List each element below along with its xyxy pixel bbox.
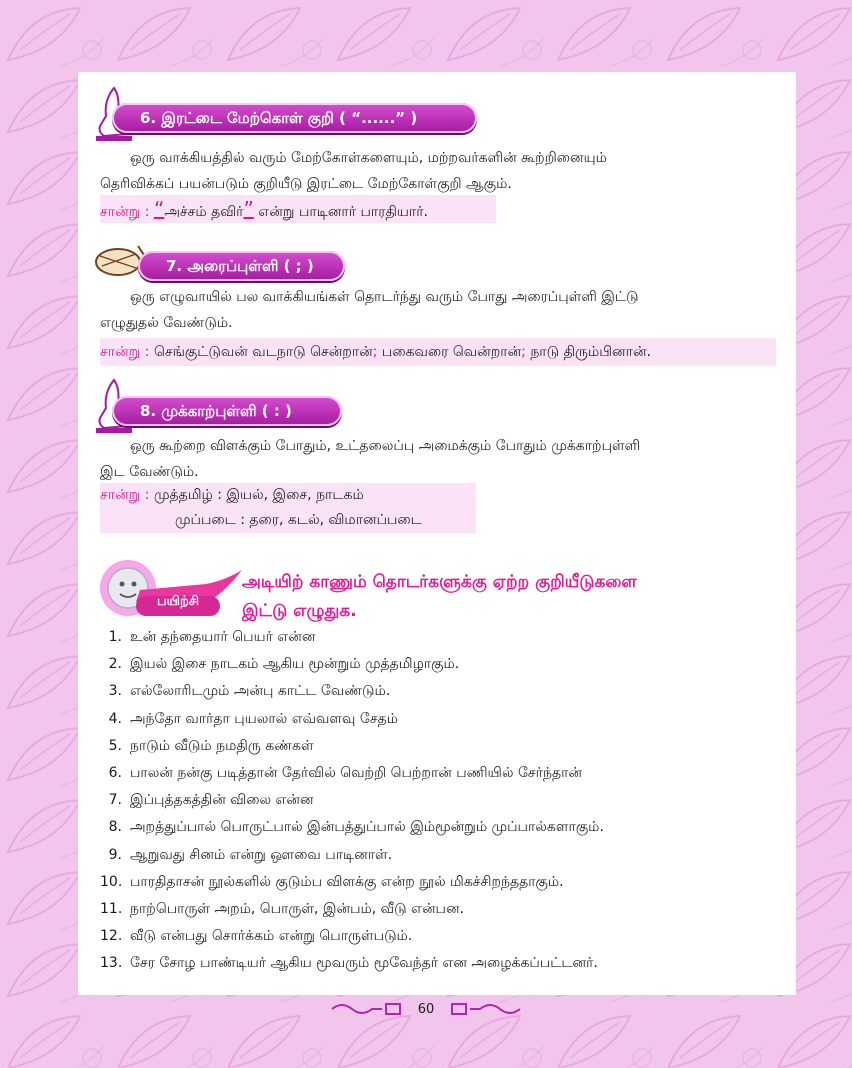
- item-number: 9.: [108, 846, 122, 863]
- item-number: 13.: [100, 955, 123, 972]
- example-colon: [100, 483, 476, 533]
- item-text: இயல் இசை நாடகம் ஆகிய மூன்றும் முத்தமிழாகும்.: [130, 656, 460, 673]
- example-label: சான்று :: [100, 487, 150, 503]
- section-body-colon: [100, 433, 760, 485]
- example-rest: என்று பாடினார் பாரதியார்.: [253, 204, 429, 220]
- example-semicolon: [100, 338, 776, 366]
- item-number: 12.: [100, 928, 123, 945]
- example-label: சான்று :: [100, 344, 150, 360]
- list-item: [100, 923, 760, 950]
- item-number: 7.: [108, 792, 122, 809]
- example-line: முத்தமிழ் : இயல், இசை, நாடகம்: [153, 487, 364, 503]
- list-item: [100, 869, 760, 896]
- example-part: செங்குட்டுவன் வடநாடு சென்றான்: [149, 344, 373, 360]
- footer-ornament-right-icon: [448, 1001, 522, 1017]
- example-double-quote: [100, 195, 496, 223]
- item-number: 3.: [108, 683, 122, 700]
- item-number: 4.: [108, 710, 122, 727]
- item-number: 11.: [100, 900, 123, 917]
- list-item: [100, 733, 760, 760]
- section-body-semicolon: [100, 284, 760, 336]
- exercise-list: [100, 624, 760, 977]
- list-item: [100, 760, 760, 787]
- list-item: [100, 814, 760, 841]
- semicolon-mark: ;: [372, 344, 378, 360]
- section-heading-double-quote: 6. இரட்டை மேற்கொள் குறி ( “......” ): [112, 103, 477, 133]
- exercise-instruction: [242, 568, 637, 626]
- exercise-badge-label: பயிற்சி: [157, 594, 200, 609]
- page-number: 60: [417, 1001, 435, 1017]
- body-line: ஒரு எழுவாயில் பல வாக்கியங்கள் தொடர்ந்து வரும் போது அரைப்புள்ளி இட்டு: [130, 289, 639, 305]
- list-item: [100, 896, 760, 923]
- page-footer: [0, 1001, 852, 1017]
- item-text: சேர சோழ பாண்டியர் ஆகிய மூவரும் மூவேந்தர் என அழைக்கப்பட்டனர்.: [130, 955, 598, 972]
- body-line: இட வேண்டும்.: [100, 464, 199, 480]
- item-text: வீடு என்பது சொர்க்கம் என்று பொருள்படும்.: [130, 928, 413, 945]
- example-label: சான்று :: [100, 204, 150, 220]
- section-heading-colon: 8. முக்காற்புள்ளி ( : ): [112, 396, 342, 426]
- close-quote-mark: ”: [243, 197, 254, 221]
- body-line: ஒரு வாக்கியத்தில் வரும் மேற்கோள்களையும், மற்றவர்களின் கூற்றினையும்: [130, 150, 607, 166]
- item-text: உன் தந்தையார் பெயர் என்ன: [130, 629, 316, 645]
- open-quote-mark: “: [153, 197, 165, 221]
- body-line: தெரிவிக்கப் பயன்படும் குறியீடு இரட்டை மேற்கோள்குறி ஆகும்.: [100, 176, 512, 192]
- instruction-line: அடியிற் காணும் தொடர்களுக்கு ஏற்ற குறியீடுகளை: [242, 572, 637, 592]
- footer-ornament-left-icon: [330, 1001, 404, 1017]
- list-item: [100, 651, 760, 678]
- example-line: முப்படை : தரை, கடல், விமானப்படை: [175, 512, 422, 528]
- item-text: எல்லோரிடமும் அன்பு காட்ட வேண்டும்.: [130, 683, 391, 700]
- semicolon-mark: ;: [521, 344, 526, 360]
- item-number: 6.: [108, 764, 122, 781]
- item-number: 1.: [108, 629, 122, 645]
- list-item: [100, 842, 760, 869]
- item-text: ஆறுவது சினம் என்று ஔவை பாடினாள்.: [130, 846, 393, 863]
- item-number: 2.: [108, 656, 122, 673]
- item-text: இப்புத்தகத்தின் விலை என்ன: [130, 792, 314, 809]
- body-line: எழுதுதல் வேண்டும்.: [100, 315, 233, 331]
- instruction-line: இட்டு எழுதுக.: [242, 601, 357, 621]
- item-number: 10.: [100, 873, 123, 890]
- item-text: நாடும் வீடும் நமதிரு கண்கள்: [130, 737, 314, 754]
- item-number: 8.: [108, 819, 122, 836]
- body-line: ஒரு கூற்றை விளக்கும் போதும், உட்தலைப்பு அமைக்கும் போதும் முக்காற்புள்ளி: [130, 438, 641, 454]
- item-text: பாரதிதாசன் நூல்களில் குடும்ப விளக்கு என்ற நூல் மிகச்சிறந்ததாகும்.: [130, 873, 564, 890]
- list-item: [100, 787, 760, 814]
- quoted-text: அச்சம் தவிர்: [164, 204, 244, 220]
- section-body-double-quote: [100, 145, 760, 197]
- example-part: பகைவரை வென்றான்: [377, 344, 522, 360]
- section-heading-semicolon: 7. அரைப்புள்ளி ( ; ): [138, 251, 345, 281]
- example-part: நாடு திரும்பினான்.: [525, 344, 651, 360]
- item-text: அந்தோ வார்தா புயலால் எவ்வளவு சேதம்: [130, 710, 398, 727]
- item-number: 5.: [108, 737, 122, 754]
- item-text: நாற்பொருள் அறம், பொருள், இன்பம், வீடு என்பன.: [130, 900, 464, 917]
- item-text: அறத்துப்பால் பொருட்பால் இன்பத்துப்பால் இம்மூன்றும் முப்பால்களாகும்.: [130, 819, 604, 836]
- list-item: [100, 678, 760, 705]
- item-text: பாலன் நன்கு படித்தான் தேர்வில் வெற்றி பெற்றான் பணியில் சேர்ந்தான்: [130, 764, 582, 781]
- smiling-face-badge-icon: [96, 558, 246, 620]
- list-item: [100, 950, 760, 977]
- list-item: [100, 624, 760, 651]
- list-item: [100, 706, 760, 733]
